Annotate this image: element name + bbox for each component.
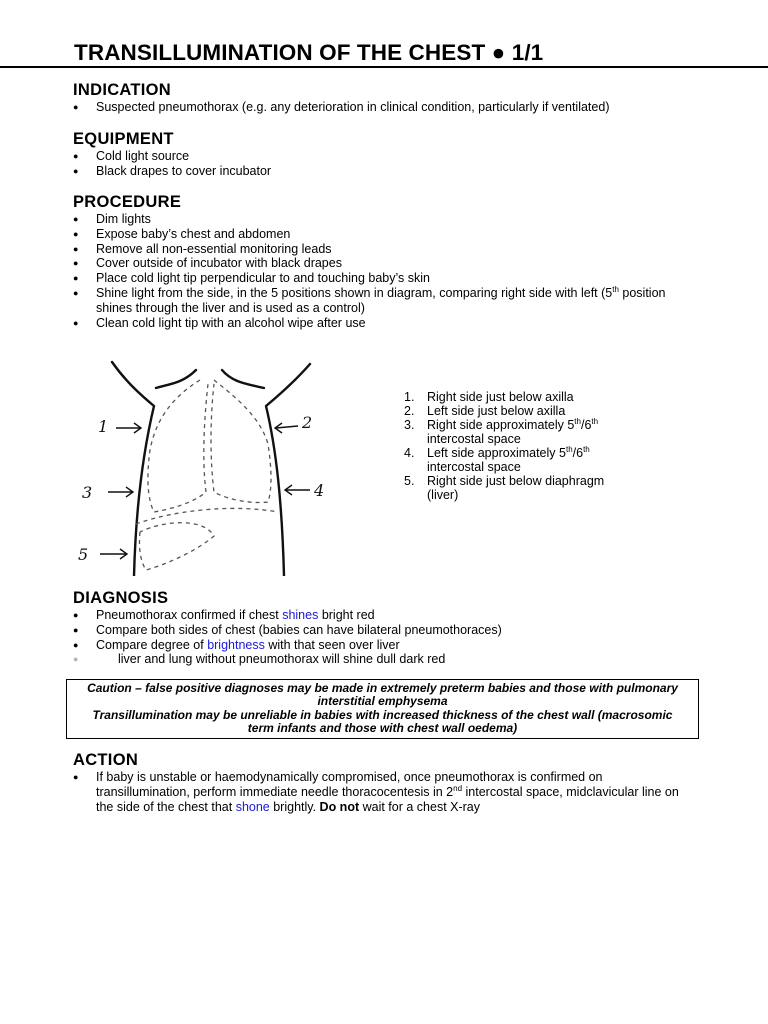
bullet-icon: ● <box>73 639 79 650</box>
list-item: ● Cover outside of incubator with black drapes <box>73 256 342 271</box>
diagram-label-1: 1 <box>98 417 109 436</box>
diagnosis-list <box>0 608 696 667</box>
arrow-3-icon <box>108 487 133 497</box>
list-item: ● Compare both sides of chest (babies can have bilateral pneumothoraces) <box>73 622 502 637</box>
title-rule <box>0 66 768 68</box>
list-item: ● Expose baby’s chest and abdomen <box>73 226 291 241</box>
bullet-icon: ● <box>73 214 79 224</box>
bullet-icon: ● <box>73 317 79 328</box>
procedure-heading: PROCEDURE <box>73 193 182 211</box>
list-item: ● Suspected pneumothorax (e.g. any deterioration in clinical condition, particularly if ventilated) <box>73 100 610 114</box>
caution-box <box>66 679 699 739</box>
chest-diagram <box>64 340 356 576</box>
list-item: ● Remove all non-essential monitoring leads <box>73 241 332 256</box>
list-item: ● Clean cold light tip with an alcohol wipe after use <box>73 315 366 330</box>
indication-list <box>0 100 696 115</box>
page-title: TRANSILLUMINATION OF THE CHEST ● 1/1 <box>74 40 544 65</box>
diagram-label-3: 3 <box>82 483 93 502</box>
bullet-icon: ● <box>73 654 79 665</box>
bullet-icon: ● <box>73 287 79 298</box>
bullet-icon: ● <box>73 610 79 620</box>
action-heading: ACTION <box>73 751 139 769</box>
bullet-icon: ● <box>73 772 79 782</box>
shone-link[interactable]: shone <box>235 799 270 814</box>
bullet-icon: ● <box>73 624 79 635</box>
diagram-legend <box>402 390 632 502</box>
liver-outline <box>139 523 214 570</box>
diagnosis-heading: DIAGNOSIS <box>73 589 169 607</box>
legend-item: 1. Right side just below axilla <box>404 390 574 404</box>
neck-outline <box>156 370 264 388</box>
list-item: ● If baby is unstable or haemodynamically compromised, once pneumothorax is confirmed on transillumination, perform immediate needle thoracocentesis in 2nd intercostal space, midclavicular line on the side of the chest that shone brightly. Do not wait for a chest X-ray <box>73 770 679 814</box>
bullet-icon: ● <box>73 243 79 254</box>
diagram-label-5: 5 <box>78 545 89 564</box>
list-item: ● Shine light from the side, in the 5 positions shown in diagram, comparing right side with left (5th position shines through the liver and is used as a control) <box>73 284 666 315</box>
equipment-heading: EQUIPMENT <box>73 130 174 148</box>
list-item: ● Compare degree of brightness with that seen over liver <box>73 637 400 652</box>
action-list <box>0 770 696 814</box>
bullet-icon: ● <box>73 258 79 269</box>
bullet-icon: ● <box>73 151 79 161</box>
shines-link[interactable]: shines <box>282 608 319 622</box>
caution-line-1: Caution – false positive diagnoses may be made in extremely preterm babies and those with pulmonary interstitial emphysema <box>87 681 678 709</box>
arrow-1-icon <box>116 423 141 433</box>
arrow-2-icon <box>275 423 298 433</box>
bullet-icon: ● <box>73 273 79 284</box>
equipment-list <box>0 149 696 179</box>
legend-item: 4. Left side approximately 5th/6th intercostal space <box>404 445 590 474</box>
left-lung-outline <box>211 380 271 503</box>
list-item: ● Cold light source <box>73 149 190 163</box>
brightness-link[interactable]: brightness <box>207 637 265 652</box>
list-item: ● liver and lung without pneumothorax will shine dull dark red <box>73 652 446 667</box>
bullet-icon: ● <box>73 228 79 239</box>
procedure-list <box>0 212 696 330</box>
arrow-5-icon <box>100 549 127 559</box>
body-outline-left <box>266 364 313 576</box>
legend-item: 2. Left side just below axilla <box>404 404 566 418</box>
arrow-4-icon <box>285 485 310 495</box>
caution-line-2: Transillumination may be unreliable in babies with increased thickness of the chest wall (macrosomic term infants and those with chest wall oedema) <box>92 707 673 736</box>
legend-item: 3. Right side approximately 5th/6th intercostal space <box>404 417 599 446</box>
diagram-label-2: 2 <box>302 413 313 432</box>
legend-item: 5. Right side just below diaphragm (liver) <box>404 474 605 502</box>
bullet-icon: ● <box>73 102 79 112</box>
indication-heading: INDICATION <box>73 81 172 99</box>
right-lung-outline <box>148 380 208 512</box>
list-item: ● Pneumothorax confirmed if chest shines bright red <box>73 608 375 622</box>
list-item: ● Dim lights <box>73 212 151 226</box>
list-item: ● Place cold light tip perpendicular to and touching baby’s skin <box>73 271 431 286</box>
list-item: ● Black drapes to cover incubator <box>73 163 272 178</box>
diagram-label-4: 4 <box>314 481 325 500</box>
bullet-icon: ● <box>73 165 79 176</box>
